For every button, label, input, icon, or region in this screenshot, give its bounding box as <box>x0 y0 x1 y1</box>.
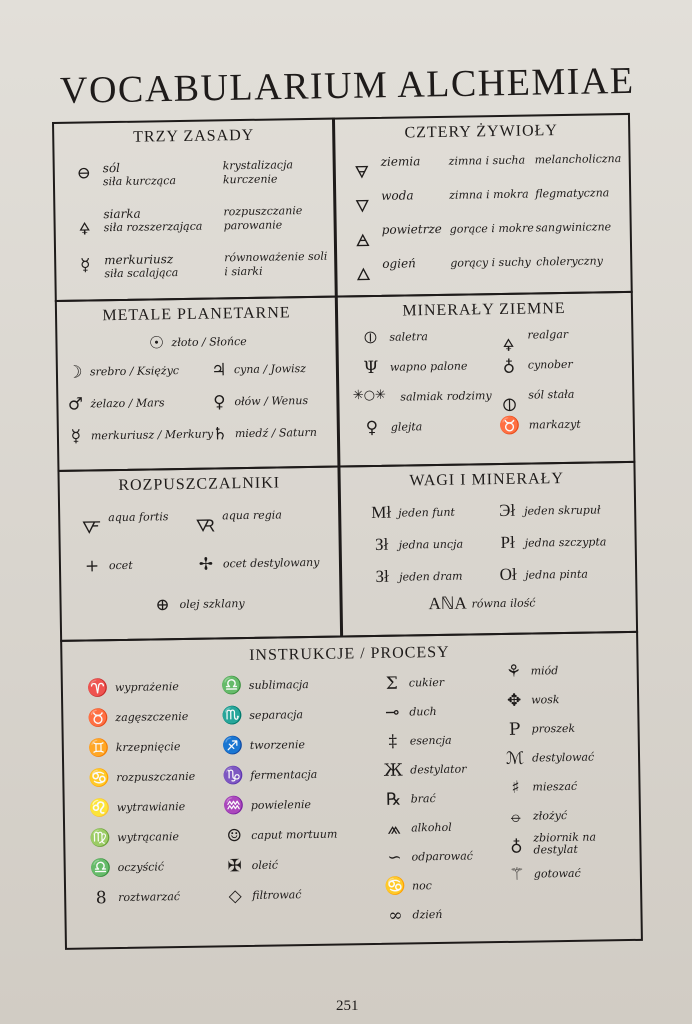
process-symbol-icon: ‡ <box>388 731 398 752</box>
mineral-symbol-icon: ⦶ <box>364 327 377 349</box>
solvent-label: olej szklany <box>179 597 245 612</box>
section-heading: WAGI I MINERAŁY <box>409 470 565 490</box>
process-label: duch <box>409 705 437 719</box>
process-symbol-icon: P <box>508 719 521 740</box>
weight-label: jeden funt <box>398 505 455 520</box>
element-temperament: flegmatyczna <box>535 186 610 201</box>
element-name: powietrze <box>381 221 442 237</box>
process-label: fermentacja <box>250 767 318 782</box>
section-heading: TRZY ZASADY <box>133 126 255 146</box>
principle-action: kurczenie <box>222 172 278 187</box>
section-wagi-i-mineraly <box>337 461 638 638</box>
weight-symbol-icon: Mł <box>371 502 392 523</box>
process-label: filtrować <box>252 888 302 902</box>
process-label: zagęszczenie <box>115 709 189 725</box>
metal-symbol-icon: ☉ <box>148 333 165 354</box>
solvent-label: ocet <box>108 558 133 573</box>
solvent-symbol-icon: 🜆 <box>195 516 216 537</box>
metal-label: złoto / Słońce <box>171 334 247 350</box>
metal-symbol-icon: ♄ <box>212 424 228 445</box>
process-label: rozpuszczanie <box>116 769 196 785</box>
metal-label: srebro / Księżyc <box>89 364 180 379</box>
weight-symbol-icon: Зł <box>374 534 389 554</box>
mineral-symbol-icon: ✳○✳ <box>352 387 387 404</box>
section-heading: ROZPUSZCZALNIKI <box>118 474 281 495</box>
mineral-symbol-icon: Ψ <box>363 357 379 379</box>
element-temperament: sangwiniczne <box>535 220 612 235</box>
process-label: miód <box>530 664 559 678</box>
process-symbol-icon: ♏ <box>221 706 244 727</box>
weight-label: jeden skrupuł <box>524 503 601 518</box>
process-label: krzepnięcie <box>115 740 181 755</box>
element-name: woda <box>381 188 414 203</box>
section-metale-planetarne <box>55 296 341 472</box>
process-symbol-icon: Ж <box>383 760 403 781</box>
metal-symbol-icon: ♀ <box>213 392 226 413</box>
element-quality: zimna i mokra <box>449 187 529 202</box>
mineral-symbol-icon: 🜕 <box>502 395 517 416</box>
process-symbol-icon: 8 <box>95 888 107 909</box>
principle-action: krystalizacja <box>222 158 294 173</box>
principle-action: i siarki <box>224 264 263 279</box>
weight-label: jedna uncja <box>398 537 464 552</box>
process-symbol-icon: ♯ <box>511 777 520 798</box>
process-symbol-icon: ◇ <box>228 886 242 907</box>
element-quality: zimna i sucha <box>448 153 526 168</box>
solvent-symbol-icon: ✢ <box>198 554 214 575</box>
process-label: powielenie <box>250 798 312 812</box>
process-label: wosk <box>531 693 560 707</box>
process-label: tworzenie <box>249 738 306 752</box>
process-symbol-icon: ✠ <box>227 856 242 877</box>
process-symbol-icon: ⚘ <box>505 661 522 682</box>
process-label: caput mortuum <box>251 827 338 842</box>
process-symbol-icon: ∽ <box>387 847 402 868</box>
mineral-label: saletra <box>389 330 428 344</box>
principle-force: siła kurcząca <box>102 174 177 189</box>
process-label: sublimacja <box>248 678 309 692</box>
process-label: cukier <box>408 675 445 690</box>
process-label: wytrawianie <box>116 799 186 815</box>
element-quality: gorące i mokre <box>449 221 534 236</box>
weight-label: równa ilość <box>471 596 536 611</box>
element-temperament: choleryczny <box>536 254 603 269</box>
principle-symbol-icon: ⊖ <box>76 163 92 184</box>
process-symbol-icon: ♒ <box>223 796 245 817</box>
process-symbol-icon: ⚚ <box>509 864 525 885</box>
metal-symbol-icon: ☿ <box>70 426 82 447</box>
element-temperament: melancholiczna <box>534 152 622 167</box>
solvent-symbol-icon: ⊕ <box>155 595 170 616</box>
process-label: zbiornik na destylat <box>533 830 597 857</box>
mineral-label: sól stała <box>528 387 575 402</box>
element-symbol-icon: 🜂 <box>355 265 372 286</box>
principle-symbol-icon: ☿ <box>79 255 91 276</box>
mineral-label: markazyt <box>528 417 581 432</box>
weight-label: jedna pinta <box>525 567 589 582</box>
process-symbol-icon: ⊸ <box>385 702 400 723</box>
process-symbol-icon: ✥ <box>506 690 522 711</box>
process-label: oczyścić <box>117 860 165 875</box>
element-name: ogień <box>382 256 416 271</box>
weight-label: jedna szczypta <box>524 535 607 550</box>
process-symbol-icon: ♌ <box>89 798 111 819</box>
principle-name: merkuriusz <box>104 252 174 268</box>
process-symbol-icon: Σ <box>385 673 399 694</box>
process-label: proszek <box>531 721 576 736</box>
page-number: 251 <box>336 998 359 1014</box>
process-label: odparować <box>411 849 473 864</box>
process-symbol-icon: ℳ <box>505 748 525 769</box>
mineral-label: glejta <box>390 420 423 434</box>
process-symbol-icon: ♐ <box>222 736 244 757</box>
element-quality: gorący i suchy <box>450 255 531 270</box>
metal-label: miedź / Saturn <box>234 425 317 441</box>
section-trzy-zasady <box>52 118 338 302</box>
mineral-label: realgar <box>527 327 569 342</box>
weight-symbol-icon: Зł <box>375 566 389 586</box>
solvent-symbol-icon: 🜅 <box>81 518 102 539</box>
metal-symbol-icon: ♃ <box>211 360 227 381</box>
weight-symbol-icon: Эł <box>499 500 516 521</box>
principle-name: siarka <box>103 206 141 222</box>
principle-symbol-icon: 🜍 <box>78 219 91 240</box>
mineral-symbol-icon: ♁ <box>502 355 516 376</box>
solvent-label: aqua fortis <box>108 510 169 525</box>
process-label: gotować <box>533 866 581 881</box>
principle-action: rozpuszczanie <box>223 204 303 219</box>
section-mineraly-ziemne <box>335 291 636 468</box>
process-label: separacja <box>249 708 304 722</box>
weight-symbol-icon: AℕA <box>428 593 467 614</box>
process-symbol-icon: ♋ <box>88 768 111 789</box>
process-label: oleić <box>251 858 279 872</box>
solvent-symbol-icon: + <box>84 556 100 577</box>
weight-label: jeden dram <box>399 569 463 584</box>
process-symbol-icon: ♉ <box>87 708 110 729</box>
mineral-symbol-icon: ♀ <box>365 417 379 439</box>
metal-symbol-icon: ♂ <box>67 394 84 415</box>
weight-symbol-icon: Pł <box>500 532 515 553</box>
process-label: dzień <box>412 907 443 922</box>
process-label: złożyć <box>532 808 568 823</box>
process-label: wyprażenie <box>114 680 179 695</box>
process-label: esencja <box>409 733 452 748</box>
metal-label: merkuriusz / Merkury <box>90 427 214 443</box>
metal-label: żelazo / Mars <box>90 396 165 411</box>
mineral-label: wapno palone <box>389 359 468 374</box>
process-symbol-icon: ♋ <box>384 876 406 897</box>
process-label: roztwarzać <box>118 890 181 905</box>
mineral-label: cynober <box>527 357 573 372</box>
element-name: ziemia <box>380 154 421 169</box>
metal-symbol-icon: ☽ <box>67 362 83 383</box>
vocabulary-table <box>52 113 643 950</box>
section-instrukcje-procesy <box>60 631 643 950</box>
mineral-symbol-icon: ♉ <box>499 415 521 437</box>
process-label: noc <box>411 879 433 893</box>
metal-label: ołów / Wenus <box>234 394 309 409</box>
solvent-label: aqua regia <box>222 508 282 523</box>
process-symbol-icon: ☺ <box>226 826 243 847</box>
mineral-symbol-icon: 🜍 <box>502 335 515 356</box>
element-symbol-icon: 🜄 <box>354 197 370 218</box>
principle-name: sól <box>102 160 121 176</box>
process-symbol-icon: ♎ <box>89 858 112 879</box>
process-label: brać <box>410 792 436 806</box>
process-symbol-icon: ⩕ <box>387 818 402 839</box>
section-heading: CZTERY ŻYWIOŁY <box>404 122 559 142</box>
process-symbol-icon: ℞ <box>385 789 402 810</box>
mineral-label: salmiak rodzimy <box>400 389 492 404</box>
process-label: destylować <box>531 750 595 765</box>
process-symbol-icon: ♊ <box>88 738 110 759</box>
process-symbol-icon: ♍ <box>89 828 111 849</box>
process-symbol-icon: ♑ <box>222 766 245 787</box>
section-heading: MINERAŁY ZIEMNE <box>402 299 566 320</box>
principle-force: siła rozszerzająca <box>103 219 203 235</box>
section-heading: METALE PLANETARNE <box>102 304 291 325</box>
principle-action: parowanie <box>223 218 283 233</box>
principle-action: równoważenie soli <box>224 249 328 265</box>
weight-symbol-icon: Oł <box>499 564 517 585</box>
process-label: destylator <box>410 762 467 777</box>
element-symbol-icon: 🜁 <box>355 231 371 252</box>
page-title: VOCABULARIUM ALCHEMIAE <box>59 59 635 112</box>
process-symbol-icon: ∞ <box>388 905 403 926</box>
process-symbol-icon: ♎ <box>221 676 243 697</box>
process-symbol-icon: ♁ <box>510 835 523 856</box>
process-label: alkohol <box>411 820 452 835</box>
solvent-label: ocet destylowany <box>222 555 320 571</box>
section-heading: INSTRUKCJE / PROCESY <box>249 643 450 664</box>
principle-force: siła scalająca <box>104 266 179 281</box>
process-label: wytrącanie <box>117 830 180 845</box>
process-symbol-icon: ♈ <box>87 678 109 699</box>
process-label: mieszać <box>532 779 578 794</box>
section-cztery-zywioly <box>332 113 633 298</box>
element-symbol-icon: 🜃 <box>354 163 370 184</box>
section-rozpuszczalniki <box>57 466 343 642</box>
metal-label: cyna / Jowisz <box>233 362 307 377</box>
process-symbol-icon: ⦵ <box>508 806 524 827</box>
